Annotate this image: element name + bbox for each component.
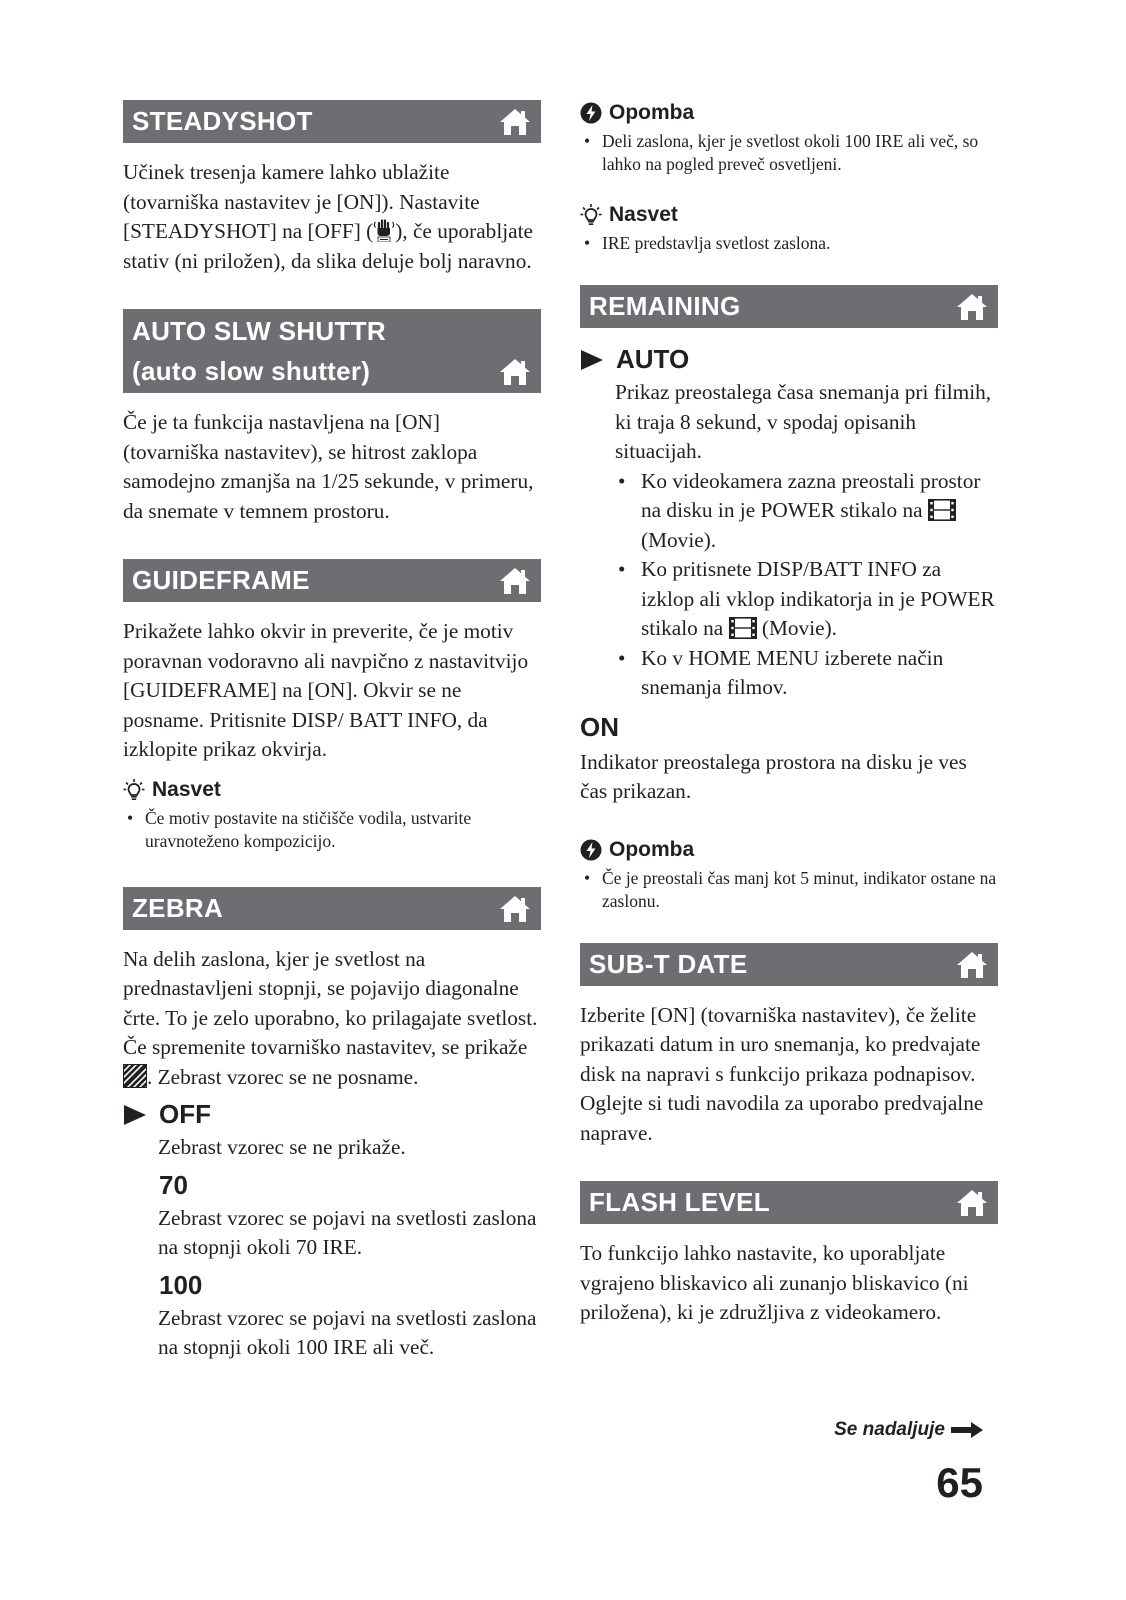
zebra-option-off: [123, 1098, 541, 1131]
note1-list: [580, 130, 998, 176]
remaining-on-text: Indikator preostalega prostora na disku je ves čas prikazan.: [580, 749, 967, 803]
note-icon: [580, 102, 602, 124]
continue-text: Se nadaljuje: [834, 1419, 945, 1440]
page-number: 65: [936, 1459, 983, 1506]
bullet1-text-b: (Movie).: [641, 527, 717, 552]
list-item: [615, 467, 998, 556]
home-icon: [956, 293, 988, 321]
bullet1-text-a: Ko videokamera zazna preostali prostor na disku in je POWER stikalo na: [641, 468, 981, 522]
steadyshot-text-a: Učinek tresenja kamere lahko ublažite (tovarniška nastavitev je [ON]). Nastavite [STEADYSHOT] na [OFF] (: [123, 160, 480, 243]
list-item: • IRE predstavlja svetlost zaslona.: [580, 232, 998, 255]
option-label: AUTO: [616, 344, 690, 374]
tip-label: Nasvet: [152, 777, 221, 801]
zebra-text: [123, 945, 541, 1093]
remaining-option-on: ON: [580, 711, 619, 742]
note-label: Opomba: [609, 837, 695, 861]
zebra-option-70: 70: [159, 1169, 188, 1200]
auto-slw-header: [123, 309, 541, 393]
list-item: [615, 555, 998, 644]
triangle-icon: [123, 1104, 147, 1126]
note1-title: [580, 100, 998, 126]
triangle-icon: [580, 349, 604, 371]
zebra-header: [123, 887, 541, 930]
note-icon: [580, 839, 602, 861]
note2-title: [580, 837, 998, 863]
guideframe-title: GUIDEFRAME: [132, 565, 310, 595]
guideframe-header: [123, 559, 541, 602]
subt-date-header: [580, 943, 998, 986]
tip1-list: [580, 232, 998, 255]
zebra-option-off-text: Zebrast vzorec se ne prikaže.: [158, 1135, 406, 1159]
option-label: OFF: [159, 1099, 211, 1129]
steadyshot-text-b: ), če uporabljate stativ (ni priložen), da slika deluje bolj naravno.: [123, 219, 533, 273]
guideframe-tip-title: [123, 777, 541, 803]
remaining-auto-text: Prikaz preostalega časa snemanja pri filmih, ki traja 8 sekund, v spodaj opisanih situacijah.: [615, 380, 992, 463]
auto-slw-title-line1: AUTO SLW SHUTTR: [132, 316, 386, 346]
zebra-text-a: Na delih zaslona, kjer je svetlost na prednastavljeni stopnji, se pojavijo diagonalne črte. To je zelo uporabno, ko prilagajate svetlost. Če spremenite tovarniško nastavitev, se prikaže: [123, 946, 538, 1059]
remaining-option-auto: [580, 343, 998, 376]
zebra-icon: [123, 1064, 147, 1088]
bullet2-text-a: Ko pritisnete DISP/BATT INFO za izklop ali vklop indikatorja in je POWER stikalo na: [641, 557, 995, 640]
list-item: • Deli zaslona, kjer je svetlost okoli 100 IRE ali več, so lahko na pogled preveč osvetljeni.: [580, 130, 998, 176]
steadyshot-text: [123, 158, 541, 276]
zebra-option-100-text: Zebrast vzorec se pojavi na svetlosti zaslona na stopnji okoli 100 IRE ali več.: [158, 1305, 537, 1359]
zebra-option-100: 100: [159, 1269, 203, 1300]
movie-icon: [729, 617, 757, 639]
tip-icon: [123, 779, 145, 801]
note2-list: [580, 867, 998, 913]
tip1-title: [580, 202, 998, 228]
tip-label: Nasvet: [609, 203, 678, 226]
remaining-auto-list: [615, 467, 998, 703]
list-item: • Če motiv postavite na stičišče vodila, ustvarite uravnoteženo kompozicijo.: [123, 807, 541, 853]
subt-date-title: SUB-T DATE: [589, 948, 748, 979]
note-label: Opomba: [609, 101, 695, 124]
steadyshot-header: [123, 100, 541, 143]
steadyshot-off-icon: [373, 218, 395, 242]
left-column: [123, 100, 541, 1369]
subt-date-text: Izberite [ON] (tovarniška nastavitev), če želite prikazati datum in uro snemanja, ko predvajate disk na napravi s funkcijo prikaza podnapisov. Oglejte si tudi navodila za uporabo predvajalne naprave.: [580, 1002, 984, 1145]
home-icon: [499, 108, 531, 136]
tip-icon: [580, 204, 602, 226]
list-item: • Če je preostali čas manj kot 5 minut, indikator ostane na zaslonu.: [580, 867, 998, 913]
remaining-header: [580, 285, 998, 328]
flash-level-header: [580, 1181, 998, 1224]
home-icon: [956, 951, 988, 979]
right-column: [580, 100, 998, 1361]
home-icon: [499, 358, 531, 386]
auto-slw-title-line2: (auto slow shutter): [132, 356, 371, 386]
home-icon: [499, 895, 531, 923]
home-icon: [956, 1189, 988, 1217]
zebra-option-70-text: Zebrast vzorec se pojavi na svetlosti zaslona na stopnji okoli 70 IRE.: [158, 1205, 537, 1259]
remaining-title: REMAINING: [589, 291, 741, 321]
home-icon: [499, 567, 531, 595]
list-item: • Ko v HOME MENU izberete način snemanja filmov.: [615, 644, 998, 703]
zebra-title: ZEBRA: [132, 892, 224, 923]
bullet2-text-b: (Movie).: [756, 616, 837, 640]
movie-icon: [928, 499, 956, 521]
continue-label: [830, 1418, 983, 1442]
flash-level-title: FLASH LEVEL: [589, 1187, 770, 1217]
flash-level-text: To funkcijo lahko nastavite, ko uporabljate vgrajeno bliskavico ali zunanjo bliskavico (ni priložena), ki je združljiva z videokamero.: [580, 1241, 969, 1324]
zebra-text-b: . Zebrast vzorec se ne posname.: [147, 1064, 419, 1089]
auto-slw-text: Če je ta funkcija nastavljena na [ON] (tovarniška nastavitev), se hitrost zaklopa samodejno zmanjša na 1/25 sekunde, v primeru, da snemate v temnem prostoru.: [123, 410, 534, 523]
guideframe-tip-list: [123, 807, 541, 853]
steadyshot-title: STEADYSHOT: [132, 106, 313, 136]
guideframe-text: Prikažete lahko okvir in preverite, če je motiv poravnan vodoravno ali navpično z nastavitvijo [GUIDEFRAME] na [ON]. Okvir se ne posname. Pritisnite DISP/ BATT INFO, da izklopite prikaz okvirja.: [123, 619, 529, 761]
arrow-right-icon: [951, 1422, 983, 1438]
